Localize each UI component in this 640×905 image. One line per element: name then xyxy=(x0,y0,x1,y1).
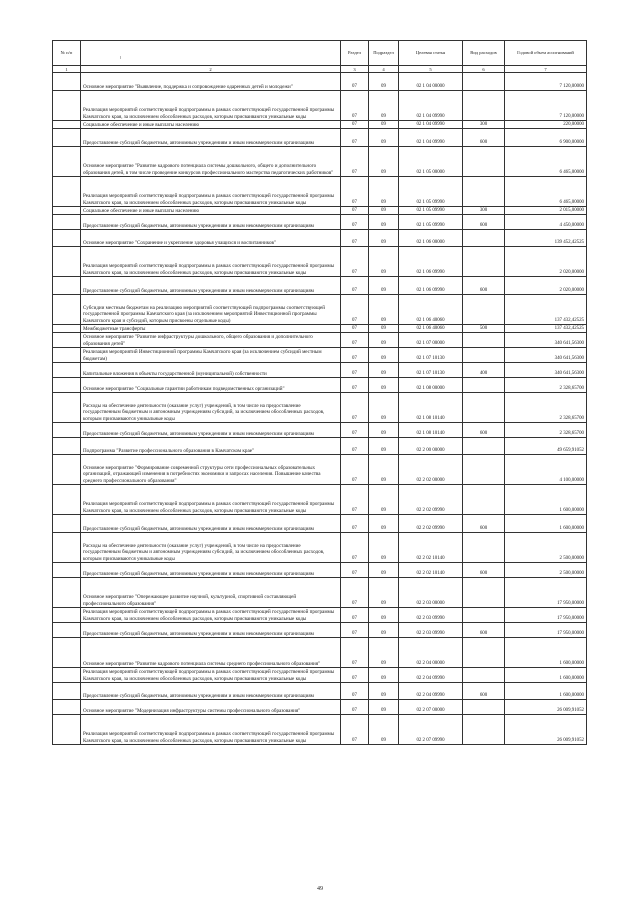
row-target-code: 02 1 04 00000 xyxy=(399,73,463,91)
row-name: Реализация мероприятий соответствующей подпрограммы в рамках соответствующей государственной программы Камчатского края, за исключением обособленных расходов, которым присваиваются уникальные коды xyxy=(81,177,341,207)
row-target-code: 02 2 02 09990 xyxy=(399,485,463,515)
table-row xyxy=(53,623,587,638)
row-target-code: 02 2 02 00000 xyxy=(399,455,463,485)
row-name: Основное мероприятие "Развитие кадрового потенциала системы дошкольного, общего и дополнительного образования детей, в том числе проведение конкурсов профессионального мастерства педагогических работников" xyxy=(81,147,341,177)
row-expense-type xyxy=(463,177,505,207)
row-subsection: 09 xyxy=(369,608,399,623)
table-row xyxy=(53,533,587,563)
row-name: Основное мероприятие "Развитие инфраструктуры дошкольного, общего образования и дополнительного образования детей" xyxy=(81,333,341,348)
row-number xyxy=(53,121,81,129)
header-name xyxy=(81,41,341,66)
row-number xyxy=(53,638,81,668)
row-name: Основное мероприятие "Развитие кадрового потенциала системы среднего профессионального образования" xyxy=(81,638,341,668)
row-target-code: 02 1 06 40060 xyxy=(399,295,463,325)
row-expense-type xyxy=(463,378,505,393)
row-subsection: 09 xyxy=(369,485,399,515)
table-row xyxy=(53,207,587,215)
row-section: 07 xyxy=(341,177,369,207)
row-section: 07 xyxy=(341,91,369,121)
table-row xyxy=(53,638,587,668)
row-amount: 6 465,00000 xyxy=(505,177,587,207)
row-number xyxy=(53,73,81,91)
row-section: 07 xyxy=(341,333,369,348)
row-expense-type: 600 xyxy=(463,515,505,533)
row-section: 07 xyxy=(341,73,369,91)
table-header-row xyxy=(53,41,587,66)
row-expense-type: 600 xyxy=(463,683,505,700)
row-subsection: 09 xyxy=(369,121,399,129)
row-target-code: 02 2 02 10140 xyxy=(399,563,463,578)
row-name: Межбюджетные трансферты xyxy=(81,325,341,333)
row-name: Предоставление субсидий бюджетным, автономным учреждениям и иным некоммерческим организациям xyxy=(81,277,341,295)
row-target-code: 02 1 06 09990 xyxy=(399,247,463,277)
row-number xyxy=(53,668,81,683)
row-section: 07 xyxy=(341,423,369,438)
row-subsection: 09 xyxy=(369,455,399,485)
row-subsection: 09 xyxy=(369,700,399,715)
table-row xyxy=(53,515,587,533)
row-expense-type: 600 xyxy=(463,423,505,438)
col-number: 2 xyxy=(81,66,341,73)
row-expense-type xyxy=(463,230,505,247)
row-name: Предоставление субсидий бюджетным, автономным учреждениям и иным некоммерческим организациям xyxy=(81,563,341,578)
table-row xyxy=(53,378,587,393)
row-section: 07 xyxy=(341,700,369,715)
row-subsection: 09 xyxy=(369,91,399,121)
table-row xyxy=(53,295,587,325)
row-amount: 2 328,65700 xyxy=(505,423,587,438)
row-subsection: 09 xyxy=(369,715,399,745)
row-section: 07 xyxy=(341,683,369,700)
table-row xyxy=(53,578,587,608)
col-number: 4 xyxy=(369,66,399,73)
row-section: 07 xyxy=(341,563,369,578)
table-row xyxy=(53,563,587,578)
row-expense-type xyxy=(463,295,505,325)
row-name: Реализация мероприятий соответствующей подпрограммы в рамках соответствующей государственной программы Камчатского края, за исключением обособленных расходов, которым присваиваются уникальные коды xyxy=(81,668,341,683)
row-target-code: 02 1 07 10130 xyxy=(399,348,463,363)
row-section: 07 xyxy=(341,668,369,683)
row-section: 07 xyxy=(341,295,369,325)
row-section: 07 xyxy=(341,378,369,393)
row-subsection: 09 xyxy=(369,363,399,378)
row-amount: 17 950,00000 xyxy=(505,608,587,623)
row-number xyxy=(53,423,81,438)
row-name: Предоставление субсидий бюджетным, автономным учреждениям и иным некоммерческим организациям xyxy=(81,129,341,147)
row-target-code: 02 2 02 09990 xyxy=(399,515,463,533)
row-amount: 2 015,00000 xyxy=(505,207,587,215)
table-row xyxy=(53,423,587,438)
row-expense-type xyxy=(463,700,505,715)
row-expense-type: 600 xyxy=(463,129,505,147)
row-amount: 340 641,56300 xyxy=(505,363,587,378)
row-subsection: 09 xyxy=(369,393,399,423)
row-amount: 6 465,00000 xyxy=(505,147,587,177)
row-expense-type: 600 xyxy=(463,563,505,578)
row-expense-type: 600 xyxy=(463,277,505,295)
row-subsection: 09 xyxy=(369,623,399,638)
row-number xyxy=(53,247,81,277)
row-subsection: 09 xyxy=(369,515,399,533)
budget-table xyxy=(52,40,587,745)
row-number xyxy=(53,700,81,715)
row-expense-type xyxy=(463,73,505,91)
col-number: 5 xyxy=(399,66,463,73)
row-name: Реализация мероприятий Инвестиционной программы Камчатского края (за исключением субсидий местным бюджетам) xyxy=(81,348,341,363)
row-section: 07 xyxy=(341,638,369,668)
row-name: Реализация мероприятий соответствующей подпрограммы в рамках соответствующей государственной программы Камчатского края, за исключением обособленных расходов, которым присваиваются уникальные коды xyxy=(81,715,341,745)
row-amount: 7 120,00000 xyxy=(505,91,587,121)
row-target-code: 02 2 04 00000 xyxy=(399,638,463,668)
row-amount: 2 020,00000 xyxy=(505,247,587,277)
row-expense-type xyxy=(463,147,505,177)
row-number xyxy=(53,129,81,147)
row-amount: 139 452,42525 xyxy=(505,230,587,247)
col-number: 3 xyxy=(341,66,369,73)
col-number: 7 xyxy=(505,66,587,73)
header-section: Раздел xyxy=(341,41,369,66)
row-number xyxy=(53,277,81,295)
row-amount: 220,00000 xyxy=(505,121,587,129)
row-subsection: 09 xyxy=(369,438,399,455)
row-name: Капитальные вложения в объекты государственной (муниципальной) собственности xyxy=(81,363,341,378)
row-amount: 26 009,91052 xyxy=(505,700,587,715)
row-expense-type xyxy=(463,455,505,485)
row-expense-type xyxy=(463,715,505,745)
row-subsection: 09 xyxy=(369,73,399,91)
row-number xyxy=(53,91,81,121)
header-subsection: Подраздел xyxy=(369,41,399,66)
row-number xyxy=(53,515,81,533)
row-section: 07 xyxy=(341,247,369,277)
row-subsection: 09 xyxy=(369,295,399,325)
row-name: Предоставление субсидий бюджетным, автономным учреждениям и иным некоммерческим организациям xyxy=(81,423,341,438)
table-row xyxy=(53,715,587,745)
row-amount: 2 500,00000 xyxy=(505,533,587,563)
row-amount: 137 432,42525 xyxy=(505,325,587,333)
row-target-code: 02 1 08 10140 xyxy=(399,393,463,423)
table-row xyxy=(53,438,587,455)
row-number xyxy=(53,485,81,515)
row-expense-type xyxy=(463,393,505,423)
row-amount: 2 328,65700 xyxy=(505,393,587,423)
row-number xyxy=(53,378,81,393)
row-section: 07 xyxy=(341,121,369,129)
row-amount: 137 432,42525 xyxy=(505,295,587,325)
row-target-code: 02 1 04 09990 xyxy=(399,121,463,129)
row-section: 07 xyxy=(341,277,369,295)
row-amount: 17 950,00000 xyxy=(505,623,587,638)
row-name: Реализация мероприятий соответствующей подпрограммы в рамках соответствующей государственной программы Камчатского края, за исключением обособленных расходов, которым присваиваются уникальные коды xyxy=(81,485,341,515)
row-section: 07 xyxy=(341,715,369,745)
row-section: 07 xyxy=(341,515,369,533)
row-name: Реализация мероприятий соответствующей подпрограммы в рамках соответствующей государственной программы Камчатского края, за исключением обособленных расходов, которым присваиваются уникальные коды xyxy=(81,91,341,121)
table-row xyxy=(53,608,587,623)
table-row xyxy=(53,333,587,348)
row-number xyxy=(53,563,81,578)
table-row xyxy=(53,325,587,333)
header-amount: Годовой объем ассигнований xyxy=(505,41,587,66)
row-number xyxy=(53,333,81,348)
row-expense-type xyxy=(463,533,505,563)
row-name: Основное мероприятие "Модернизация инфраструктуры системы профессионального образования" xyxy=(81,700,341,715)
row-expense-type xyxy=(463,348,505,363)
row-target-code: 02 2 07 00000 xyxy=(399,700,463,715)
table-row xyxy=(53,147,587,177)
row-target-code: 02 1 05 09990 xyxy=(399,207,463,215)
table-row xyxy=(53,683,587,700)
table-row xyxy=(53,177,587,207)
row-expense-type xyxy=(463,578,505,608)
row-target-code: 02 1 07 00000 xyxy=(399,333,463,348)
row-section: 07 xyxy=(341,348,369,363)
row-section: 07 xyxy=(341,578,369,608)
row-subsection: 09 xyxy=(369,277,399,295)
row-amount: 1 600,00000 xyxy=(505,485,587,515)
row-target-code: 02 2 03 09990 xyxy=(399,608,463,623)
row-amount: 1 600,00000 xyxy=(505,683,587,700)
row-subsection: 09 xyxy=(369,563,399,578)
row-amount: 1 600,00000 xyxy=(505,638,587,668)
row-number xyxy=(53,207,81,215)
row-target-code: 02 2 04 09990 xyxy=(399,683,463,700)
row-number xyxy=(53,715,81,745)
row-subsection: 09 xyxy=(369,683,399,700)
row-subsection: 09 xyxy=(369,578,399,608)
row-number xyxy=(53,438,81,455)
row-section: 07 xyxy=(341,608,369,623)
row-expense-type xyxy=(463,91,505,121)
row-name: Социальное обеспечение и иные выплаты населению xyxy=(81,207,341,215)
row-section: 07 xyxy=(341,129,369,147)
row-section: 07 xyxy=(341,393,369,423)
row-number xyxy=(53,230,81,247)
row-section: 07 xyxy=(341,363,369,378)
row-expense-type xyxy=(463,668,505,683)
row-number xyxy=(53,363,81,378)
row-amount: 6 900,00000 xyxy=(505,129,587,147)
table-row xyxy=(53,73,587,91)
row-section: 07 xyxy=(341,230,369,247)
row-name: Основное мероприятие "Формирование современной структуры сети профессиональных образовательных организаций, отражающей изменения в потребностях экономики и запросах населения. Повышение качества среднего профессионального образования" xyxy=(81,455,341,485)
page-number: 49 xyxy=(317,886,323,892)
row-name: Предоставление субсидий бюджетным, автономным учреждениям и иным некоммерческим организациям xyxy=(81,215,341,230)
row-number xyxy=(53,295,81,325)
row-subsection: 09 xyxy=(369,533,399,563)
table-row xyxy=(53,121,587,129)
table-row xyxy=(53,363,587,378)
row-target-code: 02 1 05 09990 xyxy=(399,215,463,230)
row-name: Предоставление субсидий бюджетным, автономным учреждениям и иным некоммерческим организациям xyxy=(81,515,341,533)
row-number xyxy=(53,623,81,638)
row-amount: 4 450,00000 xyxy=(505,215,587,230)
row-subsection: 09 xyxy=(369,207,399,215)
row-expense-type: 300 xyxy=(463,207,505,215)
row-amount: 7 120,00000 xyxy=(505,73,587,91)
row-expense-type xyxy=(463,333,505,348)
row-expense-type xyxy=(463,638,505,668)
row-section: 07 xyxy=(341,215,369,230)
row-target-code: 02 2 00 00000 xyxy=(399,438,463,455)
row-expense-type: 600 xyxy=(463,623,505,638)
row-section: 07 xyxy=(341,623,369,638)
row-section: 07 xyxy=(341,207,369,215)
row-target-code: 02 1 06 00000 xyxy=(399,230,463,247)
row-section: 07 xyxy=(341,325,369,333)
row-number xyxy=(53,393,81,423)
table-row xyxy=(53,393,587,423)
row-number xyxy=(53,683,81,700)
row-name: Основное мероприятие "Социальные гарантии работникам подведомственных организаций" xyxy=(81,378,341,393)
row-amount: 340 641,56300 xyxy=(505,333,587,348)
row-target-code: 02 1 05 09990 xyxy=(399,177,463,207)
row-target-code: 02 2 07 09990 xyxy=(399,715,463,745)
row-subsection: 09 xyxy=(369,247,399,277)
row-subsection: 09 xyxy=(369,325,399,333)
row-number xyxy=(53,578,81,608)
row-amount: 26 009,91052 xyxy=(505,715,587,745)
row-number xyxy=(53,147,81,177)
row-subsection: 09 xyxy=(369,668,399,683)
table-row xyxy=(53,348,587,363)
table-row xyxy=(53,485,587,515)
row-subsection: 09 xyxy=(369,230,399,247)
row-expense-type xyxy=(463,438,505,455)
row-target-code: 02 1 04 09990 xyxy=(399,91,463,121)
table-row xyxy=(53,247,587,277)
row-name: Субсидии местным бюджетам на реализацию мероприятий соответствующей подпрограммы соответствующей государственной программы Камчатского края (за исключением мероприятий Инвестиционной программы Камчатского края и субсидий, которым присвоены отдельные коды) xyxy=(81,295,341,325)
row-section: 07 xyxy=(341,438,369,455)
row-name: Реализация мероприятий соответствующей подпрограммы в рамках соответствующей государственной программы Камчатского края, за исключением обособленных расходов, которым присваиваются уникальные коды xyxy=(81,247,341,277)
row-target-code: 02 1 04 09990 xyxy=(399,129,463,147)
row-amount: 2 020,00000 xyxy=(505,277,587,295)
row-number xyxy=(53,533,81,563)
table-row xyxy=(53,700,587,715)
row-section: 07 xyxy=(341,455,369,485)
row-subsection: 09 xyxy=(369,177,399,207)
row-name: Предоставление субсидий бюджетным, автономным учреждениям и иным некоммерческим организациям xyxy=(81,623,341,638)
row-expense-type: 600 xyxy=(463,215,505,230)
table-row xyxy=(53,277,587,295)
row-expense-type: 300 xyxy=(463,121,505,129)
row-subsection: 09 xyxy=(369,378,399,393)
row-section: 07 xyxy=(341,147,369,177)
row-expense-type xyxy=(463,247,505,277)
table-row xyxy=(53,455,587,485)
row-number xyxy=(53,215,81,230)
row-target-code: 02 1 08 10140 xyxy=(399,423,463,438)
row-subsection: 09 xyxy=(369,423,399,438)
col-number: 1 xyxy=(53,66,81,73)
header-exptype: Вид расходов xyxy=(463,41,505,66)
table-row xyxy=(53,215,587,230)
table-row xyxy=(53,129,587,147)
row-number xyxy=(53,325,81,333)
row-number xyxy=(53,348,81,363)
row-expense-type: 400 xyxy=(463,363,505,378)
table-row xyxy=(53,230,587,247)
row-name: Основное мероприятие "Выявление, поддержка и сопровождение одаренных детей и молодежи" xyxy=(81,73,341,91)
table-row xyxy=(53,668,587,683)
row-expense-type: 500 xyxy=(463,325,505,333)
row-name: Реализация мероприятий соответствующей подпрограммы в рамках соответствующей государственной программы Камчатского края, за исключением обособленных расходов, которым присваиваются уникальные коды xyxy=(81,608,341,623)
column-number-row xyxy=(53,66,587,73)
row-amount: 49 659,91052 xyxy=(505,438,587,455)
row-amount: 1 600,00000 xyxy=(505,515,587,533)
row-name: Предоставление субсидий бюджетным, автономным учреждениям и иным некоммерческим организациям xyxy=(81,683,341,700)
row-expense-type xyxy=(463,608,505,623)
row-subsection: 09 xyxy=(369,333,399,348)
row-subsection: 09 xyxy=(369,129,399,147)
row-amount: 2 328,65700 xyxy=(505,378,587,393)
row-number xyxy=(53,455,81,485)
row-target-code: 02 1 06 40060 xyxy=(399,325,463,333)
row-name: Расходы на обеспечение деятельности (оказание услуг) учреждений, в том числе на предоставление государственным бюджетным и автономным учреждениям субсидий, за исключением обособленных расходов, которым присваиваются уникальные коды xyxy=(81,393,341,423)
row-target-code: 02 1 06 09990 xyxy=(399,277,463,295)
row-subsection: 09 xyxy=(369,348,399,363)
row-name: Социальное обеспечение и иные выплаты населению xyxy=(81,121,341,129)
row-target-code: 02 1 07 10130 xyxy=(399,363,463,378)
row-amount: 4 100,00000 xyxy=(505,455,587,485)
row-amount: 2 500,00000 xyxy=(505,563,587,578)
row-section: 07 xyxy=(341,485,369,515)
row-subsection: 09 xyxy=(369,215,399,230)
row-name: Основное мероприятие "Опережающее развитие научной, культурной, спортивной составляющей профессионального образования" xyxy=(81,578,341,608)
row-target-code: 02 1 05 00000 xyxy=(399,147,463,177)
table-row xyxy=(53,91,587,121)
header-num: № п/п xyxy=(53,41,81,66)
row-amount: 1 600,00000 xyxy=(505,668,587,683)
row-amount: 17 950,00000 xyxy=(505,578,587,608)
row-name: Подпрограмма "Развитие профессионального образования в Камчатском крае" xyxy=(81,438,341,455)
row-target-code: 02 2 04 09990 xyxy=(399,668,463,683)
row-name: Основное мероприятие "Сохранение и укрепление здоровья учащихся и воспитанников" xyxy=(81,230,341,247)
row-target-code: 02 2 03 00000 xyxy=(399,578,463,608)
row-number xyxy=(53,177,81,207)
row-subsection: 09 xyxy=(369,147,399,177)
row-target-code: 02 2 02 10140 xyxy=(399,533,463,563)
row-subsection: 09 xyxy=(369,638,399,668)
row-name: Расходы на обеспечение деятельности (оказание услуг) учреждений, в том числе на предоставление государственным бюджетным и автономным учреждениям субсидий, за исключением обособленных расходов, которым присваиваются уникальные коды xyxy=(81,533,341,563)
row-number xyxy=(53,608,81,623)
row-amount: 340 641,56300 xyxy=(505,348,587,363)
col-number: 6 xyxy=(463,66,505,73)
row-section: 07 xyxy=(341,533,369,563)
header-target: Целевая статья xyxy=(399,41,463,66)
row-expense-type xyxy=(463,485,505,515)
row-target-code: 02 1 08 00000 xyxy=(399,378,463,393)
row-target-code: 02 2 03 09990 xyxy=(399,623,463,638)
